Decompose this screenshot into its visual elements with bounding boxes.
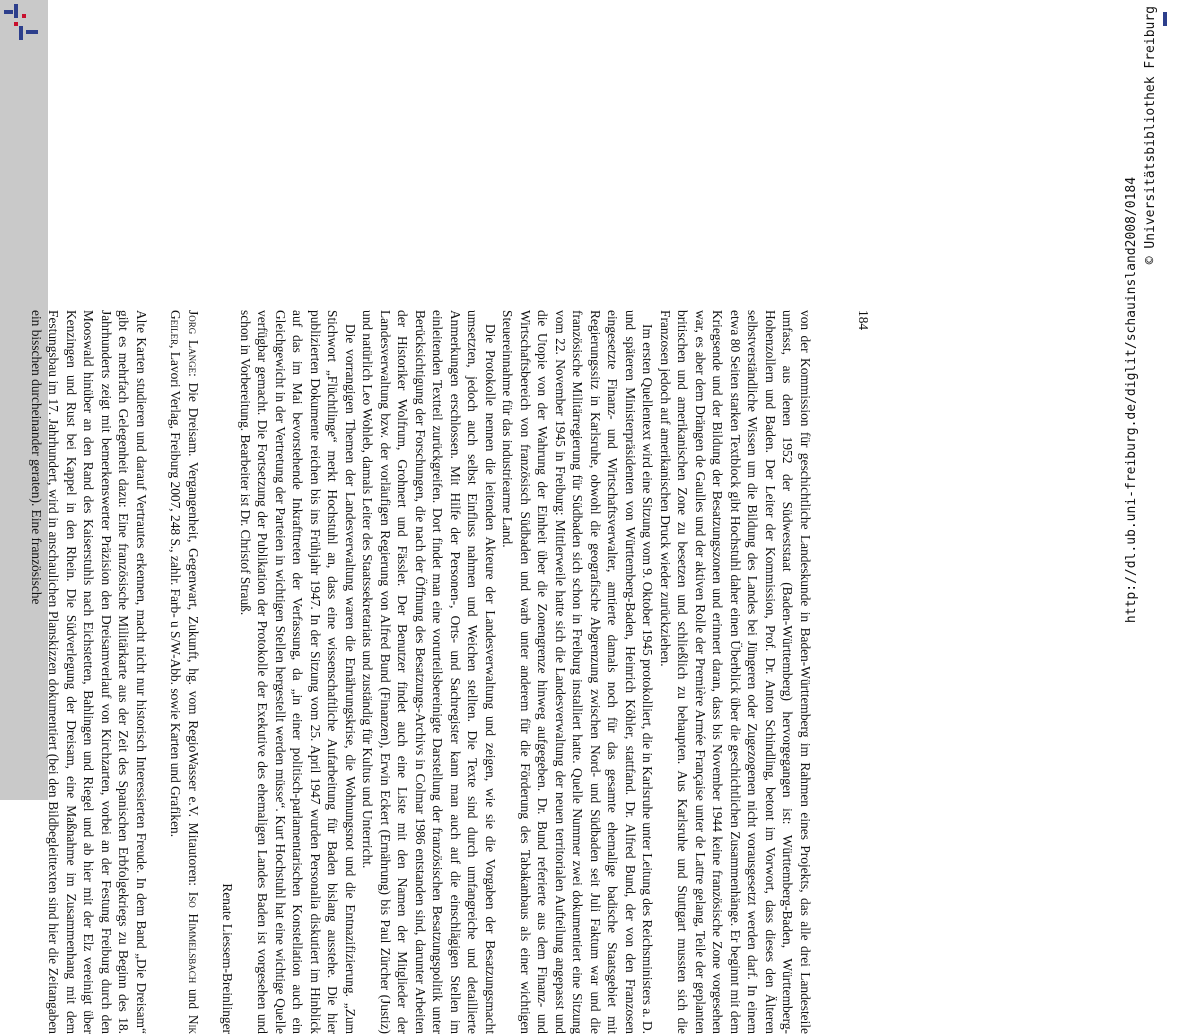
review-coauthor-1: Iso Himmelsbach	[186, 891, 201, 984]
paragraph-4: Die vorrangigen Themen der Landesverwaltung waren die Ernährungskrise, die Wohnungsnot und die Entnazifizierung. „Zum Stichwort „Flüchtlinge“ merkt Hochstuhl an, dass eine wissenschaftliche Aufarbeitung für Baden bislang ausstehe. Die hier publizierten Dokumente reichen bis ins Frühjahr 1947. In der Sitzung vom 25. April 1947 wurden Personalia diskutiert im Hinblick auf das im Mai bevorstehende Inkrafttreten der Verfassung, da „in einer politisch-parlamentarischen Konstellation auch ein Gleichgewicht in der Vertretung der Parteien in wichtigen Stellen hergestellt werden müsse“. Kurt Hochstuhl hat eine wichtige Quelle verfügbar gemacht. Die Fortsetzung der Publikation der Protokolle der Exekutive des ehemaligen Landes Baden ist vorgesehen und schon in Vorbereitung. Bearbeiter ist Dr. Christof Strauß.	[238, 310, 358, 1034]
paragraph-3: Die Protokolle nennen die leitenden Akteure der Landesverwaltung und zeigen, wie sie die Vorgaben der Besatzungsmacht umsetzten, jedoch auch selbst Einfluss nahmen und Weichen stellten. Die Texte sind durch umfangreiche und detaillierte Anmerkungen erschlossen. Mit Hilfe der Personen-, Orts- und Sachregister kann man auch auf die einschlägigen Stellen im einleitenden Textteil zurückgreifen. Dort findet man eine vorurteilsbereinigte Darstellung der französischen Besatzungspolitik unter Berücksichtigung der Forschungen, die nach der Öffnung des Besatzungs-Archivs in Colmar 1986 entstanden sind, darunter Arbeiten der Historiker Wolfrum, Grohnert und Fässler. Der Benutzer findet auch eine Liste mit den Namen der Mitglieder der Landesverwaltung bzw. der vorläufigen Regierung von Alfred Bund (Finanzen), Erwin Eckert (Ernährung) bis Paul Zürcher (Justiz) und natürlich Leo Wohleb, damals Leiter des Staatssekretariats und zuständig für Kultus und Unterricht.	[360, 310, 498, 1034]
review-heading	[167, 310, 202, 1034]
review-body: Alte Karten studieren und darauf Vertrautes erkennen, macht nicht nur historisch Interessierten Freude. In dem Band „Die Dreisam“ gibt es mehrfach Gelegenheit dazu: Eine französische Militärkarte aus der Zeit des Spanischen Erbfolgekriegs zu Beginn des 18. Jahrhunderts zeigt mit bemerkenswerter Präzision den Dreisamverlauf von Kirchzarten, vorbei an der Festung Freiburg durch den Mooswald hinüber an den Rand des Kaiserstuhls nach Eichstetten, Bahlingen und Riegel und ab hier mit der Elz vereinigt über Kenzingen und Rust bei Kappel in den Rhein. Die Südverlegung der Dreisam, eine Maßnahme im Zusammenhang mit dem Festungsbau im 17. Jahrhundert, wird in anschaulichen Planskizzen dokumentiert (bei den Bildbegleittexten sind hier die Zeitangaben ein bisschen durcheinander geraten). Eine französische	[29, 310, 149, 1034]
paragraph-1: von der Kommission für geschichtliche Landeskunde in Baden-Württemberg im Rahmen eines Projekts, das alle drei Landesteile umfasst, aus denen 1952 der Südweststaat (Baden-Württemberg) hervorgegangen ist: Württemberg-Baden, Württemberg-Hohenzollern und Baden. Der Leiter der Kommission, Prof. Dr. Anton Schindling, betont im Vorwort, dass dieses den Älteren selbstverständliche Wissen um die Bildung des Landes bei Jüngeren oder Zugezogenen nicht vorausgesetzt werden darf. In einem etwa 80 Seiten starken Textblock gibt Hochstuhl daher einen Überblick über die geschichtlichen Zusammenhänge. Er beginnt mit dem Kriegsende und der Bildung der Besatzungszonen und erinnert daran, dass bis November 1944 keine französische Zone vorgesehen war, es aber dem Drängen de Gaulles und der aktiven Rolle der Première Armée Française unter de Lattre gelang, Teile der geplanten britischen und amerikanischen Zone zu besetzen und schließlich zu behaupten. Aus Karlsruhe und Stuttgart mussten sich die Franzosen jedoch auf amerikanischen Druck wieder zurückziehen.	[658, 310, 813, 1034]
ub-freiburg-logo-icon[interactable]	[0, 0, 48, 56]
review-author: Jorg Lange	[186, 310, 201, 374]
scanned-page	[29, 38, 1086, 1034]
review-and: und	[186, 983, 201, 1015]
review-heading-tail: , Lavori Verlag, Freiburg 2007, 248 S., zahlr. Farb- u S/W-Abb. sowie Karten und Grafiken.	[168, 345, 184, 838]
paragraph-2: Im ersten Quellentext wird eine Sitzung vom 9. Oktober 1945 protokolliert, die in Karlsruhe unter Leitung des Reichsministers a. D. und späteren Ministerpräsidenten von Württemberg-Baden, Heinrich Köhler, stattfand. Dr. Alfred Bund, der von den Franzosen eingesetzte Finanz- und Wirtschaftsverwalter, amtierte damals noch für das gesamte ehemalige badische Staatsgebiet mit Regierungssitz in Karlsruhe, obwohl die geografische Abgrenzung zwischen Nord- und Südbaden seit Juli Faktum war und die französische Militärregierung für Südbaden sich schon in Freiburg installiert hatte. Quelle Nummer zwei dokumentiert eine Sitzung vom 22. November 1945 in Freiburg: Mittlerweile hatte sich die Landesverwaltung der neuen territorialen Aufteilung angepasst und die Utopie von der Wahrung der Einheit über die Zonengrenze hinweg aufgegeben. Dr. Bund referierte aus dem Finanz- und Wirtschaftsbereich von französisch Südbaden und warb unter anderem für die Förderung des Tabakanbaus als einer wichtigen Steuereinnahme für das industriearme Land.	[500, 310, 656, 1034]
reviewer-signature: Renate Liessem-Breinlinger	[220, 883, 236, 1034]
page-footer	[1122, 0, 1182, 800]
page-text-rotated	[0, 310, 871, 1034]
copyright-notice: © Universitätsbibliothek Freiburg	[1143, 6, 1158, 265]
review-coauthor-2: Nik Geiler	[168, 310, 201, 1034]
page-number: 184	[856, 310, 871, 331]
review-heading-text: : Die Dreisam. Vergangenheit, Gegenwart, Zukunft, hg. vom RegioWasser e.V. Mitautoren:	[186, 373, 201, 892]
source-url-link[interactable]: http://dl.ub.uni-freiburg.de/diglit/schauinsland2008/0184	[1124, 176, 1139, 624]
